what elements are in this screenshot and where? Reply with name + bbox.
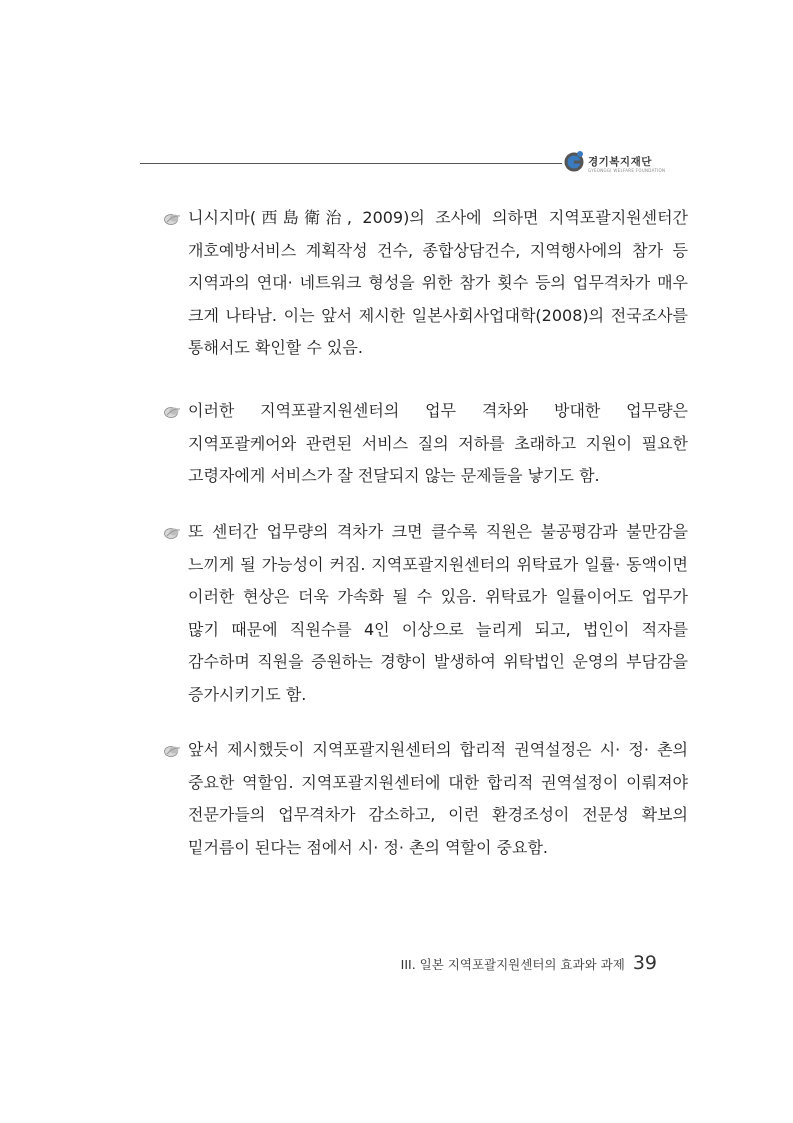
logo-subtitle: GYEONGGI WELFARE FOUNDATION xyxy=(588,168,666,173)
logo-name: 경기복지재단 xyxy=(588,156,652,168)
foundation-logo xyxy=(563,150,666,180)
page-number: 39 xyxy=(632,952,657,974)
list-item xyxy=(160,202,688,365)
item-text: 또 센터간 업무량의 격차가 크면 클수록 직원은 불공평감과 불만감을 느끼게 될 가능성이 커짐. 지역포괄지원센터의 위탁료가 일률· 동액이면 이러한 현상은 더욱 가속화 될 수 있음. 위탁료가 일률이어도 업무가 많기 때문에 직원수를 4인 이상으로 늘리게 되고, 법인이 적자를 감수하며 직원을 증원하는 경향이 발생하여 위탁법인 운영의 부담감을 증가시키기도 함. xyxy=(188,522,688,704)
item-text: 니시지마(西島衛治, 2009)의 조사에 의하면 지역포괄지원센터간 개호예방서비스 계획작성 건수, 종합상담건수, 지역행사에의 참가 등 지역과의 연대· 네트워크 형성을 위한 참가 횟수 등의 업무격차가 매우 크게 나타남. 이는 앞서 제시한 일본사회사업대학(2008)의 전국조사를 통해서도 확인할 수 있음. xyxy=(188,208,688,357)
list-item xyxy=(160,395,688,493)
bullet-icon xyxy=(164,213,181,225)
foundation-logo-icon xyxy=(563,150,585,172)
list-item xyxy=(160,734,688,864)
bullet-icon xyxy=(164,406,181,418)
item-text: 앞서 제시했듯이 지역포괄지원센터의 합리적 권역설정은 시· 정· 촌의 중요한 역할임. 지역포괄지원센터에 대한 합리적 권역설정이 이뤄져야 전문가들의 업무격차가 감소하고, 이런 환경조성이 전문성 확보의 밑거름이 된다는 점에서 시· 정· 촌의 역할이 중요함. xyxy=(188,740,688,857)
list-item xyxy=(160,516,688,711)
page-footer xyxy=(401,952,657,974)
chapter-title: III. 일본 지역포괄지원센터의 효과와 과제 xyxy=(400,957,625,972)
header-rule xyxy=(140,163,562,164)
bullet-icon xyxy=(164,745,181,757)
item-text: 이러한 지역포괄지원센터의 업무 격차와 방대한 업무량은 지역포괄케어와 관련된 서비스 질의 저하를 초래하고 지원이 필요한 고령자에게 서비스가 잘 전달되지 않는 문제들을 낳기도 함. xyxy=(188,401,688,485)
bullet-icon xyxy=(164,527,181,539)
